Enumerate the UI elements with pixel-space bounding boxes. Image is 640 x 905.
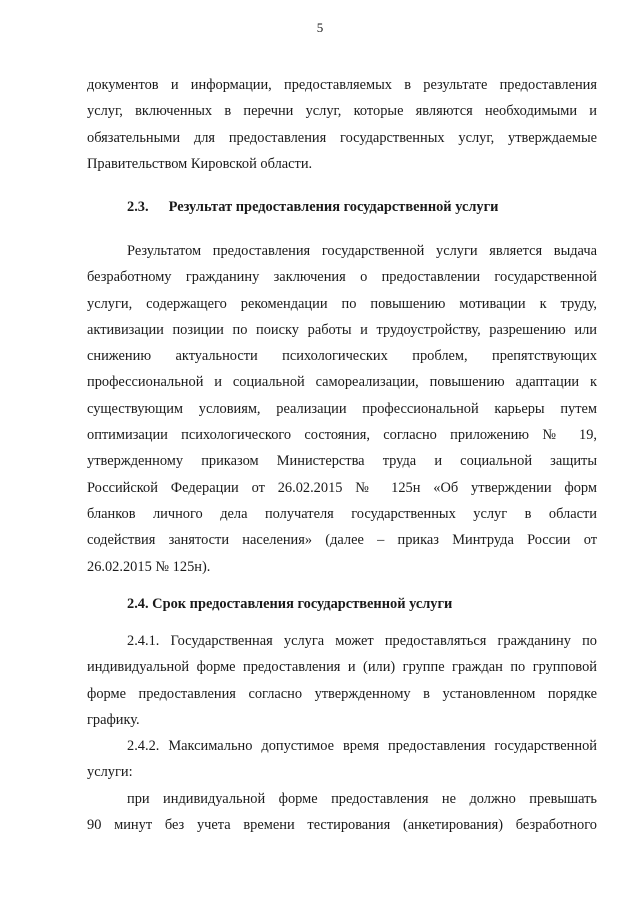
text-line: профессиональной и социальной самореализации, повышению адаптации к <box>87 374 597 391</box>
section-2-4-2-paragraph <box>87 733 597 786</box>
text-line: услуги, содержащего рекомендации по повышению мотивации к труду, <box>87 295 597 312</box>
text-line: форме предоставления согласно утвержденному в установленном порядке <box>87 685 597 702</box>
text-line: индивидуальной форме предоставления и (или) группе граждан по групповой <box>87 659 597 676</box>
text-line: 26.02.2015 № 125н). <box>87 558 211 575</box>
text-line: 90 минут без учета времени тестирования (анкетирования) безработного <box>87 817 597 834</box>
section-heading-2-4: 2.4. Срок предоставления государственной услуги <box>127 596 453 612</box>
section-heading-2-3 <box>127 199 498 216</box>
section-2-3-paragraph <box>87 238 597 580</box>
text-line: 2.4.2. Максимально допустимое время предоставления государственной <box>127 738 597 754</box>
section-2-4-1-paragraph <box>87 628 597 733</box>
text-line: при индивидуальной форме предоставления не должно превышать <box>127 791 597 807</box>
section-title: Результат предоставления государственной услуги <box>168 199 499 215</box>
page-number: 5 <box>316 20 324 35</box>
text-line: документов и информации, предоставляемых в результате предоставления <box>87 77 597 93</box>
section-number: 2.3. <box>127 199 149 215</box>
text-line: Результатом предоставления государственной услуги является выдача <box>127 243 597 259</box>
text-line: услуг, включенных в перечни услуг, которые являются необходимыми и <box>87 103 597 120</box>
text-line: Правительством Кировской области. <box>87 155 313 172</box>
text-line: услуги: <box>87 764 133 781</box>
text-line: безработному гражданину заключения о предоставлении государственной <box>87 269 597 286</box>
text-line: утвержденному приказом Министерства труда и социальной защиты <box>87 453 597 470</box>
text-line: обязательными для предоставления государственных услуг, утверждаемые <box>87 129 597 146</box>
text-line: активизации позиции по поиску работы и трудоустройству, разрешению или <box>87 321 597 338</box>
intro-paragraph <box>87 72 597 177</box>
text-line: существующим условиям, реализации профессиональной карьеры путем <box>87 400 597 417</box>
text-line: оптимизации психологического состояния, согласно приложению № 19, <box>87 427 597 444</box>
text-line: 2.4.1. Государственная услуга может предоставляться гражданину по <box>127 633 597 649</box>
individual-form-paragraph <box>87 786 597 839</box>
text-line: содействия занятости населения» (далее – приказ Минтруда России от <box>87 532 597 549</box>
text-line: Российской Федерации от 26.02.2015 № 125н «Об утверждении форм <box>87 479 597 496</box>
text-line: бланков личного дела получателя государственных услуг в области <box>87 505 597 522</box>
text-line: графику. <box>87 711 140 728</box>
text-line: снижению актуальности психологических проблем, препятствующих <box>87 348 597 365</box>
